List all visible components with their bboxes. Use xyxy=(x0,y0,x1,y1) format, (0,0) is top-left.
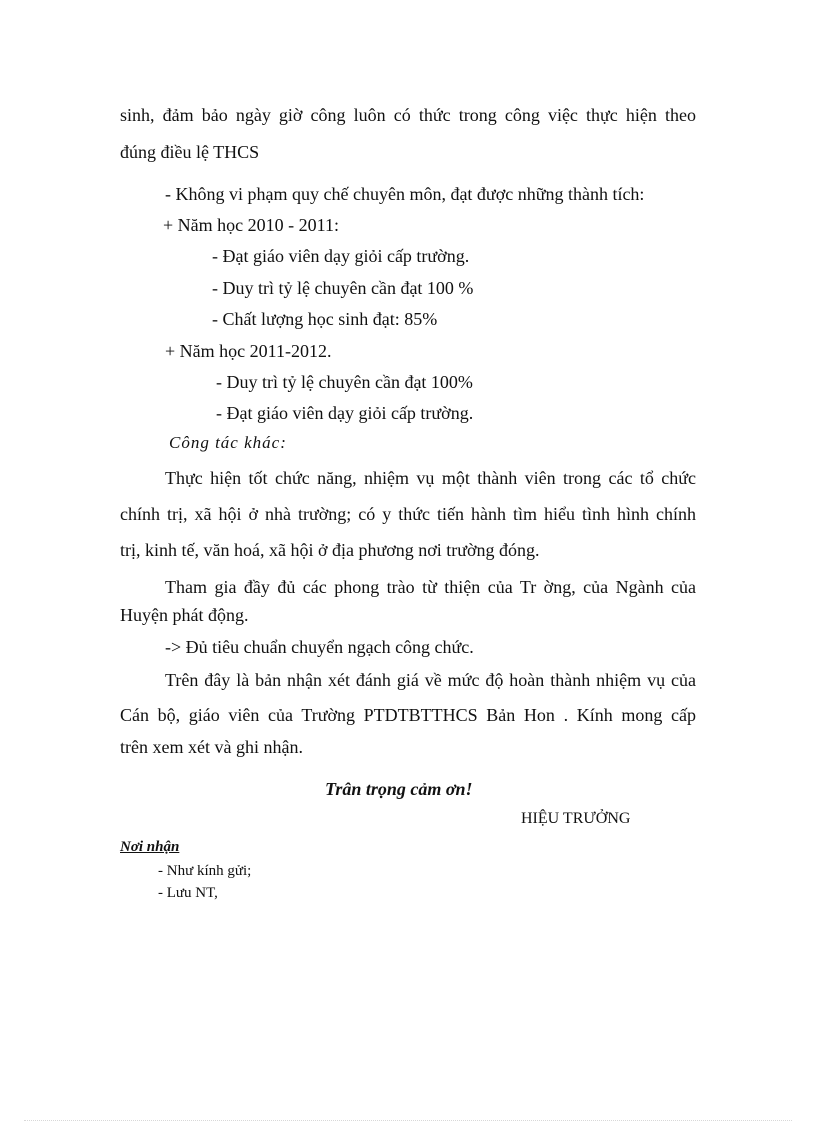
recipient-item: - Lưu NT, xyxy=(158,885,218,901)
year-2011-item: - Duy trì tỷ lệ chuyên cần đạt 100% xyxy=(216,372,473,392)
conclusion-line: -> Đủ tiêu chuẩn chuyển ngạch công chức. xyxy=(165,637,474,657)
year-2010-item: - Chất lượng học sinh đạt: 85% xyxy=(212,309,438,329)
paragraph-other-line-1: Thực hiện tốt chức năng, nhiệm vụ một thành viên trong các tổ chức xyxy=(165,468,696,488)
paragraph-charity-line-1: Tham gia đầy đủ các phong trào từ thiện của Tr ờng, của Ngành của xyxy=(165,577,696,597)
compliance-statement: - Không vi phạm quy chế chuyên môn, đạt được những thành tích: xyxy=(165,184,645,204)
paragraph-intro-line-2: đúng điều lệ THCS xyxy=(120,142,260,162)
paragraph-summary-line-1: Trên đây là bản nhận xét đánh giá về mức độ hoàn thành nhiệm vụ của xyxy=(165,670,696,690)
recipient-item: - Như kính gửi; xyxy=(158,863,252,879)
year-2010-label: + Năm học 2010 - 2011: xyxy=(163,215,339,235)
recipients-heading: Nơi nhận xyxy=(120,839,180,855)
paragraph-intro-line-1: sinh, đảm bảo ngày giờ công luôn có thức trong công việc thực hiện theo xyxy=(120,105,696,125)
paragraph-summary-line-2: Cán bộ, giáo viên của Trường PTDTBTTHCS Bản Hon . Kính mong cấp xyxy=(120,705,696,725)
other-work-heading: Công tác khác: xyxy=(169,433,287,452)
year-2011-label: + Năm học 2011-2012. xyxy=(165,341,332,361)
year-2010-item: - Đạt giáo viên dạy giỏi cấp trường. xyxy=(212,246,470,266)
year-2010-item: - Duy trì tỷ lệ chuyên cần đạt 100 % xyxy=(212,278,474,298)
thanks-closing: Trân trọng cảm ơn! xyxy=(325,779,473,799)
paragraph-summary-line-3: trên xem xét và ghi nhận. xyxy=(120,737,303,757)
signer-title: HIỆU TRƯỞNG xyxy=(521,810,631,827)
paragraph-other-line-2: chính trị, xã hội ở nhà trường; có y thức tiến hành tìm hiểu tình hình chính xyxy=(120,504,696,524)
paragraph-charity-line-2: Huyện phát động. xyxy=(120,605,249,625)
year-2011-item: - Đạt giáo viên dạy giỏi cấp trường. xyxy=(216,403,474,423)
page-bottom-edge xyxy=(24,1120,792,1121)
paragraph-other-line-3: trị, kinh tế, văn hoá, xã hội ở địa phương nơi trường đóng. xyxy=(120,540,540,560)
